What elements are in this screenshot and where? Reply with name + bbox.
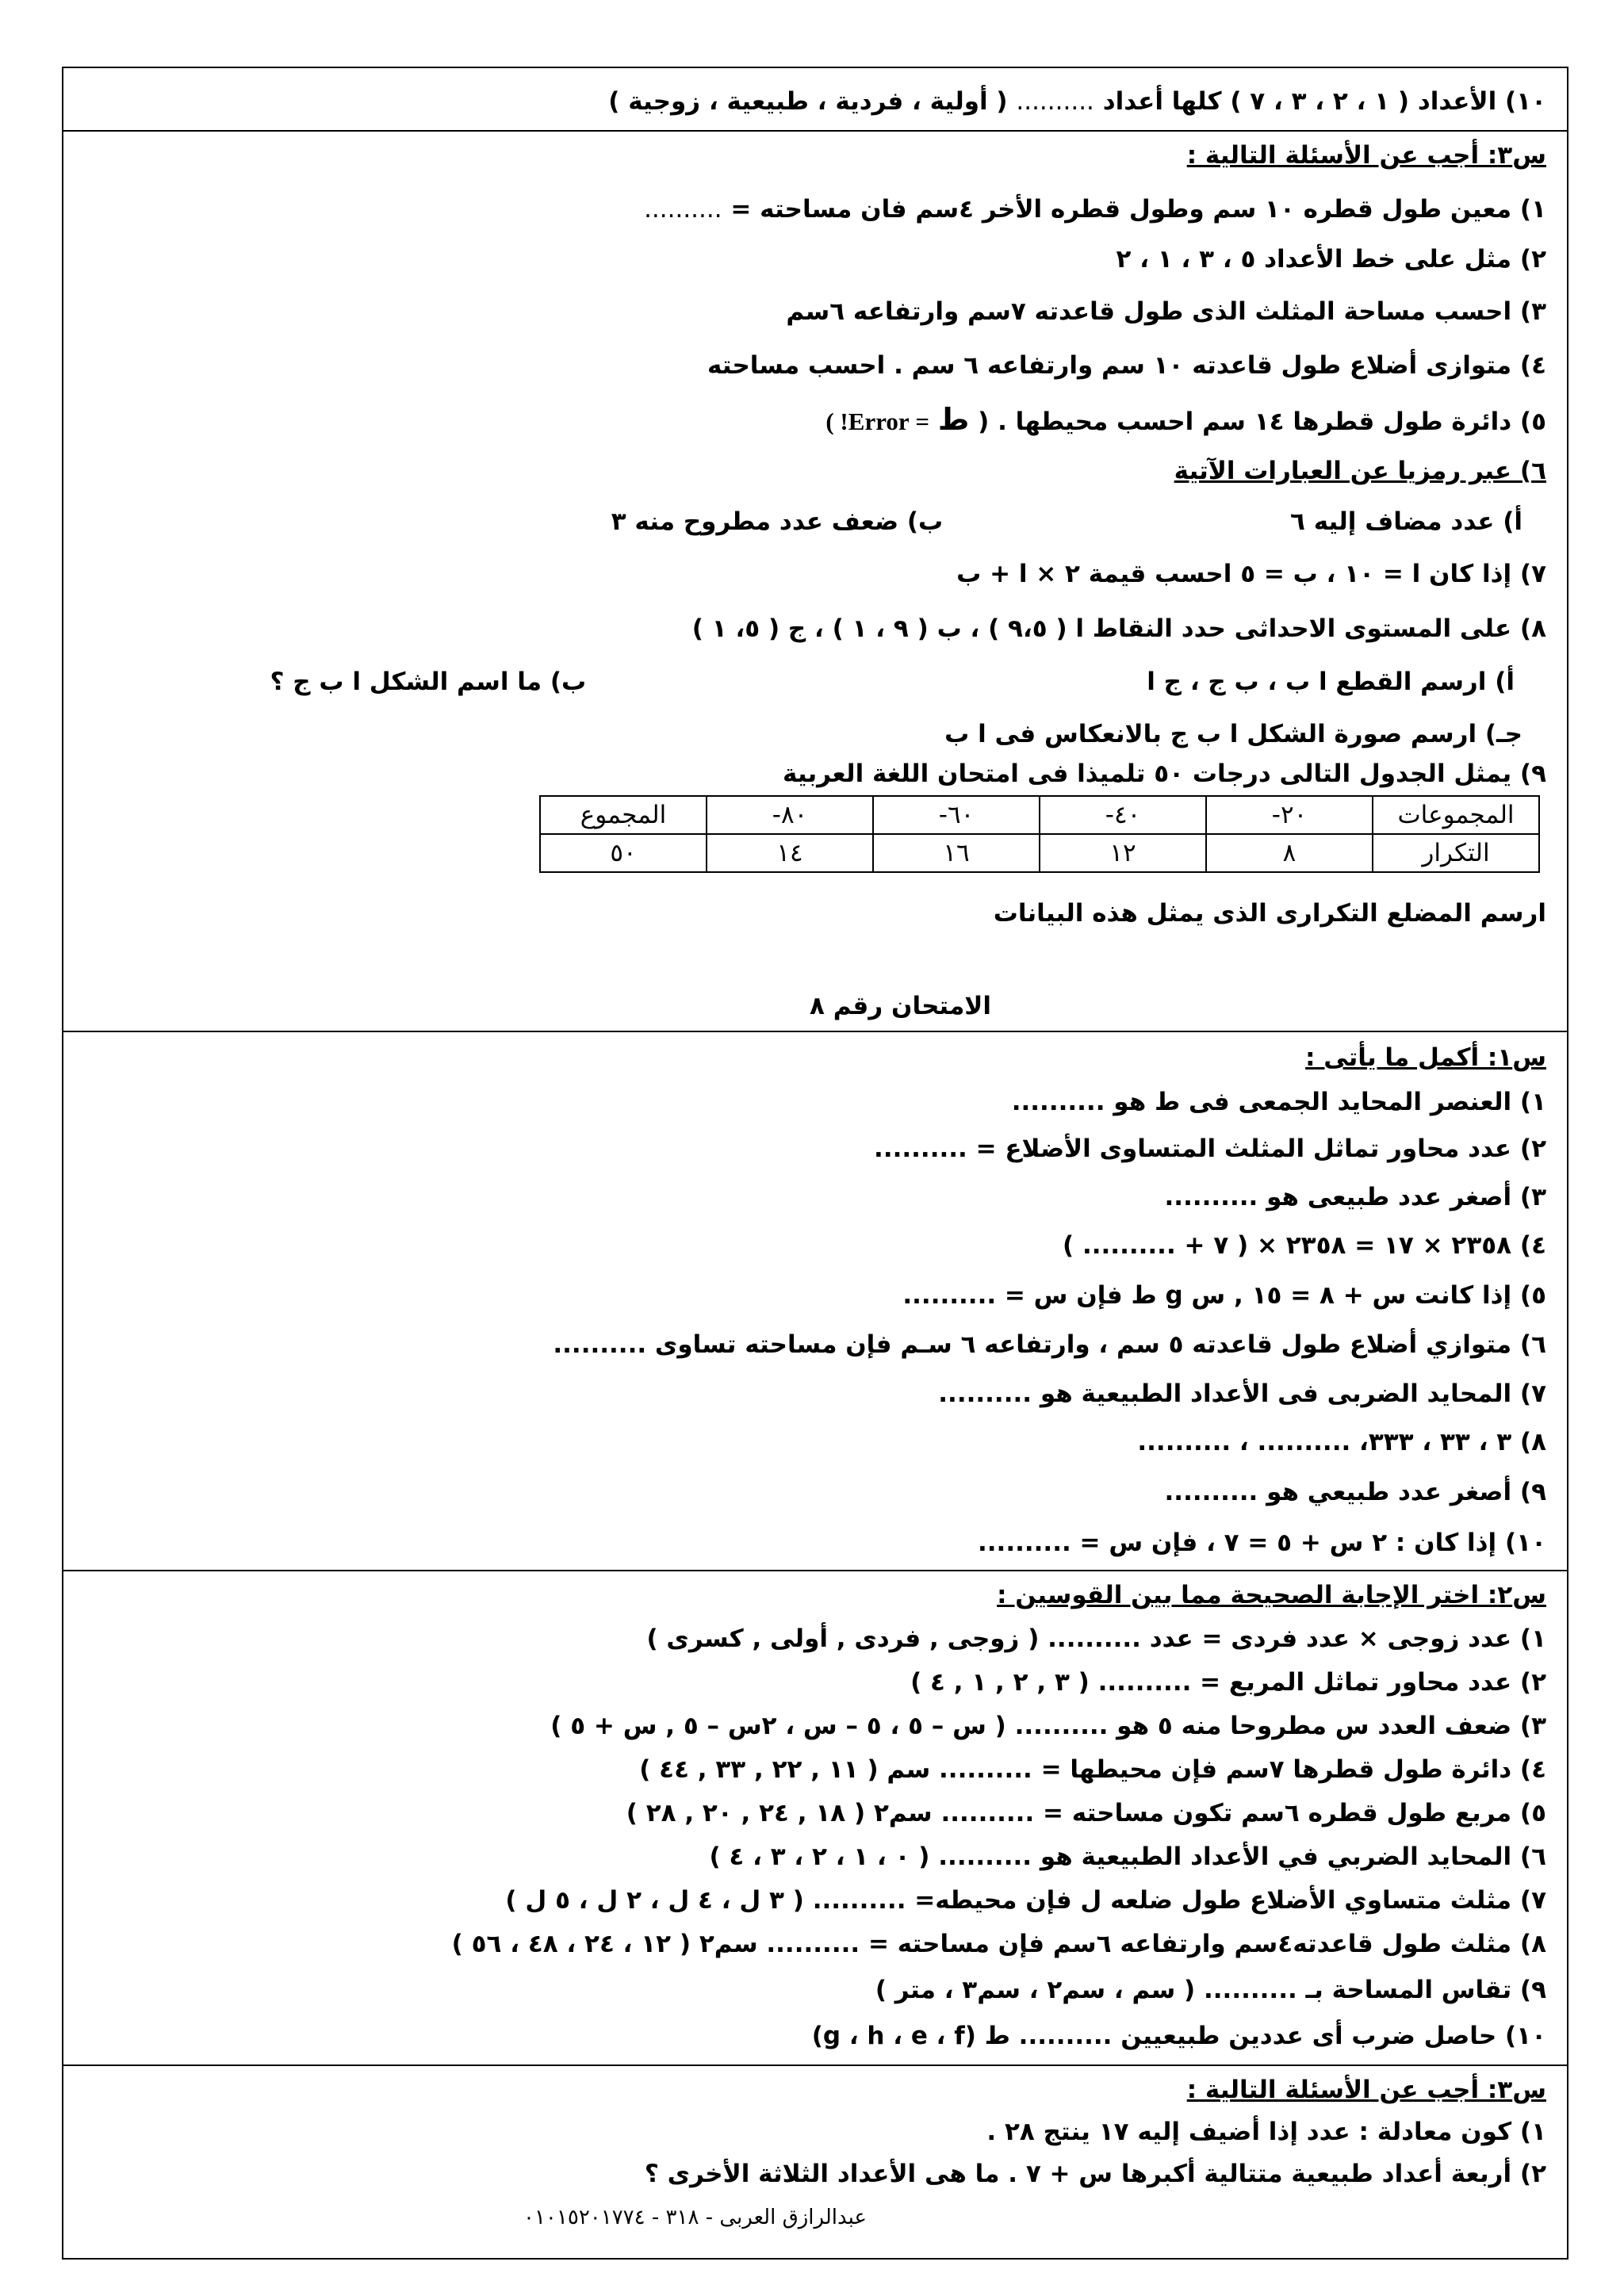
section-1-title: س١: أكمل ما يأتى : [1305, 1043, 1546, 1072]
table-cell: ١٤ [707, 834, 873, 872]
s3-q1-blank: .......... [644, 195, 722, 224]
list-item: ١) العنصر المحايد الجمعى فى ط هو .......... [1011, 1088, 1546, 1116]
list-item: ٤) دائرة طول قطرها ٧سم فإن محيطها = .......... سم ( ١١ , ٢٢ , ٣٣ , ٤٤ ) [639, 1755, 1546, 1784]
list-item: ٨) ٣ ، ٣٣ ، ٣٣٣، .......... ، .......... [1137, 1428, 1546, 1456]
frequency-table [539, 795, 1540, 873]
list-item: ٦) المحايد الضربي في الأعداد الطبيعية هو .......... ( ٠ ، ١ ، ٢ ، ٣ ، ٤ ) [709, 1843, 1546, 1871]
divider [63, 1031, 1567, 1032]
table-cell: التكرار [1373, 834, 1539, 872]
s3-q6-a: أ) عدد مضاف إليه ٦ [1290, 507, 1522, 536]
list-item: ١٠) حاصل ضرب أى عددين طبيعيين .......... ط (g ، h ، e ، f) [811, 2022, 1546, 2050]
list-item: ٥) إذا كانت س + ٨ = ١٥ , س g ط فإن س = .......... [902, 1281, 1546, 1310]
q10-text: ١٠) الأعداد ( ١ ، ٢ ، ٣ ، ٧ ) كلها أعداد [1102, 87, 1546, 116]
divider [63, 2064, 1567, 2066]
s3-q8-c: جـ) ارسم صورة الشكل ا ب ج بالانعكاس فى ا ب [944, 720, 1522, 748]
s3-q2: ٢) مثل على خط الأعداد ٥ ، ٣ ، ١ ، ٢ [1116, 245, 1546, 274]
s3-q1 [71, 190, 1546, 228]
table-cell: ٨ [1206, 834, 1373, 872]
list-item: ٢) عدد محاور تماثل المثلث المتساوى الأضلاع = .......... [874, 1135, 1546, 1163]
s3-q9: ٩) يمثل الجدول التالى درجات ٥٠ تلميذا فى امتحان اللغة العربية [783, 760, 1546, 788]
table-cell: ١٦ [873, 834, 1040, 872]
s3-q3: ٣) احسب مساحة المثلث الذى طول قاعدته ٧سم وارتفاعه ٦سم [786, 297, 1546, 326]
table-cell: ١٢ [1040, 834, 1206, 872]
list-item: ٤) ٢٣٥٨ × ١٧ = ٢٣٥٨ × ( ٧ + .......... ) [1063, 1231, 1546, 1260]
s3-q8-b: ب) ما اسم الشكل ا ب ج ؟ [270, 668, 587, 696]
list-item: ٩) تقاس المساحة بـ .......... ( سم ، سم٢ ، سم٣ ، متر ) [875, 1976, 1546, 2004]
list-item: ٦) متوازي أضلاع طول قاعدته ٥ سم ، وارتفاعه ٦ سـم فإن مساحته تساوى .......... [553, 1330, 1546, 1359]
section-2-title: س٢: اختر الإجابة الصحيحة مما بين القوسين : [997, 1581, 1546, 1609]
list-item: ٧) مثلث متساوي الأضلاع طول ضلعه ل فإن محيطه= .......... ( ٣ ل ، ٤ ل ، ٢ ل ، ٥ ل ) [505, 1886, 1546, 1915]
table-cell: ٢٠- [1206, 796, 1373, 834]
table-cell: ٤٠- [1040, 796, 1206, 834]
s3-q5 [71, 400, 1546, 441]
table-row [540, 834, 1539, 872]
table-cell: المجموعات [1373, 796, 1539, 834]
list-item: ٩) أصغر عدد طبيعي هو .......... [1164, 1478, 1546, 1506]
list-item: ١) عدد زوجى × عدد فردى = عدد .......... ( زوجى , فردى , أولى , كسرى ) [646, 1624, 1546, 1653]
list-item: ١٠) إذا كان : ٢ س + ٥ = ٧ ، فإن س = .......... [978, 1529, 1546, 1557]
table-header-row [540, 796, 1539, 834]
list-item: ٣) ضعف العدد س مطروحا منه ٥ هو .......... ( س – ٥ ، ٥ – س ، ٢س – ٥ , س + ٥ ) [550, 1712, 1546, 1740]
q10-blank: .......... [1016, 87, 1094, 116]
s3b-q1: ١) كون معادلة : عدد إذا أضيف إليه ١٧ ينتج ٢٨ . [986, 2118, 1546, 2146]
q10-options: ( أولية ، فردية ، طبيعية ، زوجية ) [608, 87, 1008, 116]
error-field: = Error! ) [825, 408, 930, 435]
divider [63, 130, 1567, 132]
table-cell: ٨٠- [707, 796, 873, 834]
question-10-line [71, 82, 1546, 121]
exam-title: الامتحان رقم ٨ [810, 992, 991, 1020]
s3-q8-parts [71, 663, 1515, 701]
s3-q8: ٨) على المستوى الاحداثى حدد النقاط ا ( ٩،٥ ) ، ب ( ٩ ، ١ ) ، ج ( ٥، ١ ) [691, 614, 1546, 643]
s3-q6: ٦) عبر رمزيا عن العبارات الآتية [1174, 457, 1546, 485]
s3-q6-parts [71, 503, 1522, 541]
s3-q1-text: ١) معين طول قطره ١٠ سم وطول قطره الأخر ٤سم فان مساحته = [730, 195, 1546, 224]
list-item: ٨) مثلث طول قاعدته٤سم وارتفاعه ٦سم فإن مساحته = .......... سم٢ ( ١٢ ، ٢٤ ، ٤٨ ، ٥٦ ) [451, 1930, 1546, 1958]
section-3-title: س٣: أجب عن الأسئلة التالية : [1186, 141, 1546, 170]
section-3b-title: س٣: أجب عن الأسئلة التالية : [1186, 2076, 1546, 2104]
list-item: ٣) أصغر عدد طبيعى هو .......... [1164, 1183, 1546, 1211]
s3-q5-text: ٥) دائرة طول قطرها ١٤ سم احسب محيطها . ( [978, 408, 1546, 436]
s3-q4: ٤) متوازى أضلاع طول قاعدته ١٠ سم وارتفاعه ٦ سم . احسب مساحته [707, 351, 1546, 380]
s3-q7: ٧) إذا كان ا = ١٠ ، ب = ٥ احسب قيمة ٢ × ا + ب [956, 560, 1546, 588]
table-cell: ٥٠ [540, 834, 707, 872]
s3-q9-instruction: ارسم المضلع التكرارى الذى يمثل هذه البيانات [993, 899, 1546, 928]
list-item: ٢) عدد محاور تماثل المربع = .......... ( ٣ , ٢ , ١ , ٤ ) [910, 1668, 1546, 1697]
s3-q6-b: ب) ضعف عدد مطروح منه ٣ [611, 507, 944, 536]
list-item: ٥) مربع طول قطره ٦سم تكون مساحته = .......... سم٢ ( ١٨ , ٢٤ , ٢٠ , ٢٨ ) [626, 1799, 1546, 1827]
s3-q8-a: أ) ارسم القطع ا ب ، ب ج ، ج ا [1147, 668, 1515, 696]
s3b-q2: ٢) أربعة أعداد طبيعية متتالية أكبرها س + ٧ . ما هى الأعداد الثلاثة الأخرى ؟ [644, 2160, 1546, 2188]
table-cell: المجموع [540, 796, 707, 834]
list-item: ٧) المحايد الضربى فى الأعداد الطبيعية هو .......... [938, 1380, 1546, 1408]
set-symbol: ط [937, 402, 970, 437]
page-footer: عبدالرازق العربى - ٣١٨ - ٠١٠١٥٢٠١٧٧٤ [523, 2206, 868, 2229]
divider [63, 1570, 1567, 1571]
table-cell: ٦٠- [873, 796, 1040, 834]
